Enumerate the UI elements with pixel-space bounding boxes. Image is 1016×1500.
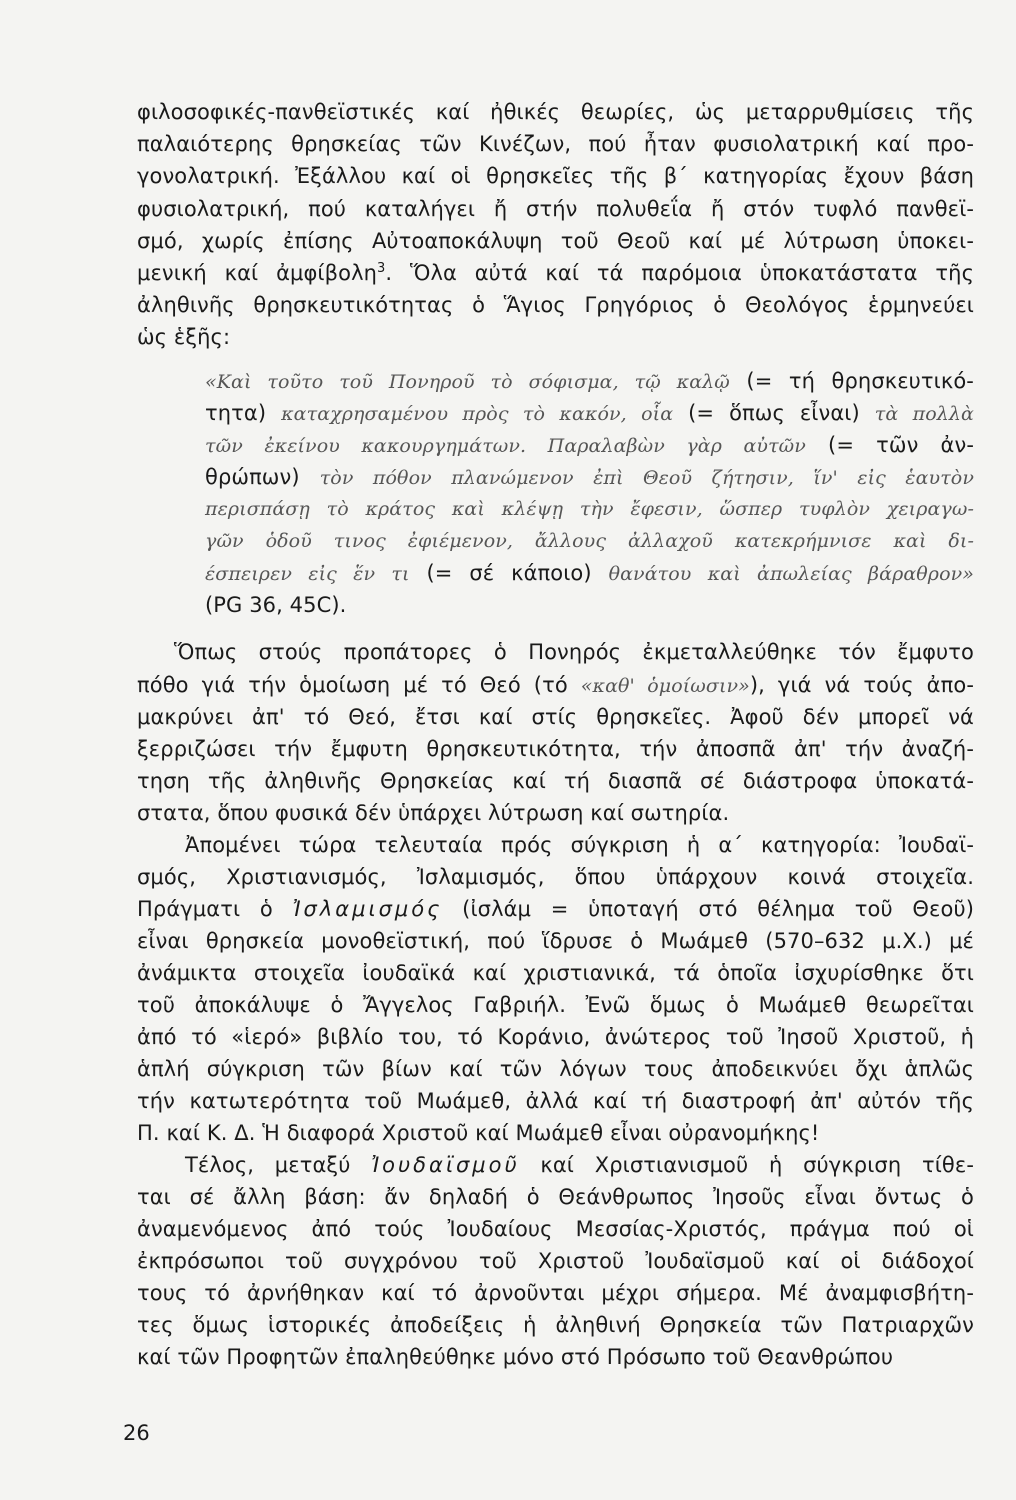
text-run: καί Χριστιανισμοῦ ἡ σύγκριση τίθε- bbox=[519, 1153, 975, 1177]
gloss-text: τητα) bbox=[205, 401, 282, 425]
para1-line: σμό, χωρίς ἐπίσης Αὐτοαποκάλυψη τοῦ Θεοῦ καί μέ λύτρωση ὑποκει- bbox=[137, 229, 974, 253]
para4-line: τους τό ἀρνήθηκαν καί τό ἀρνοῦνται μέχρι σήμερα. Μέ ἀναμφισβήτη- bbox=[137, 1281, 974, 1305]
text-run: Τέλος, μεταξύ bbox=[185, 1153, 372, 1177]
gloss-text: (= τῶν ἀν- bbox=[805, 433, 974, 457]
gloss-text: (= ὅπως εἶναι) bbox=[673, 401, 875, 425]
para3-line bbox=[137, 894, 974, 924]
para1-line: ἀληθινῆς θρησκευτικότητας ὁ Ἅγιος Γρηγόριος ὁ Θεολόγος ἑρμηνεύει bbox=[137, 293, 974, 317]
para2-line: μακρύνει ἀπ' τό Θεό, ἔτσι καί στίς θρησκεῖες. Ἀφοῦ δέν μπορεῖ νά bbox=[137, 705, 974, 729]
quote-citation: (PG 36, 45C). bbox=[205, 593, 347, 617]
text-run: πόθο γιά τήν ὁμοίωση μέ τό Θεό (τό bbox=[137, 673, 581, 697]
para2-line bbox=[137, 670, 974, 700]
quote-line bbox=[205, 558, 974, 588]
para2-line: Ὅπως στούς προπάτορες ὁ Πονηρός ἐκμεταλλεύθηκε τόν ἔμφυτο bbox=[174, 640, 974, 664]
gloss-text: θρώπων) bbox=[205, 465, 320, 489]
para3-line: σμός, Χριστιανισμός, Ἰσλαμισμός, ὅπου ὑπάρχουν κοινά στοιχεῖα. bbox=[137, 865, 974, 889]
para3-line: τήν κατωτερότητα τοῦ Μωάμεθ, ἀλλά καί τή διαστροφή ἀπ' αὐτόν τῆς bbox=[137, 1089, 974, 1113]
emphasis-term: Ἰσλαμισμός bbox=[292, 897, 443, 921]
para4-line: καί τῶν Προφητῶν ἐπαληθεύθηκε μόνο στό Πρόσωπο τοῦ Θεανθρώπου bbox=[137, 1345, 894, 1369]
greek-quote-text: έσπειρεν εἰς ἕν τι bbox=[205, 563, 410, 585]
emphasis-term: Ἰουδαϊσμοῦ bbox=[371, 1153, 520, 1177]
quote-line bbox=[205, 430, 974, 460]
para4-line: τες ὅμως ἱστορικές ἀποδείξεις ἡ ἀληθινή Θρησκεία τῶν Πατριαρχῶν bbox=[137, 1313, 974, 1337]
greek-quote-text: καταχρησαμένου πρὸς τὸ κακόν, οἷα bbox=[281, 403, 674, 425]
para4-line bbox=[137, 1150, 974, 1180]
para1-line: παλαιότερης θρησκείας τῶν Κινέζων, πού ἦταν φυσιολατρική καί προ- bbox=[137, 132, 974, 156]
para4-line: ται σέ ἄλλη βάση: ἄν δηλαδή ὁ Θεάνθρωπος Ἰησοῦς εἶναι ὄντως ὁ bbox=[137, 1185, 974, 1209]
para1-line: φιλοσοφικές-πανθεϊστικές καί ἠθικές θεωρίες, ὡς μεταρρυθμίσεις τῆς bbox=[137, 100, 974, 124]
para3-line: Π. καί Κ. Δ. Ἡ διαφορά Χριστοῦ καί Μωάμεθ εἶναι οὐρανομήκης! bbox=[137, 1121, 820, 1145]
footnote-ref: 3 bbox=[377, 261, 386, 276]
para1-line: φυσιολατρική, πού καταλήγει ἤ στήν πολυθεΐα ἤ στόν τυφλό πανθεϊ- bbox=[137, 197, 974, 221]
quote-line bbox=[205, 366, 974, 396]
text-run: Πράγματι ὁ bbox=[137, 897, 293, 921]
quote-line: περισπάσῃ τὸ κράτος καὶ κλέψῃ τὴν ἔφεσιν, ὥσπερ τυφλὸν χειραγω- bbox=[205, 498, 974, 520]
text-run: ), γιά νά τούς ἀπο- bbox=[749, 673, 974, 697]
para3-line: τοῦ ἀποκάλυψε ὁ Ἄγγελος Γαβριήλ. Ἐνῶ ὅμως ὁ Μωάμεθ θεωρεῖται bbox=[137, 993, 974, 1017]
para3-line: εἶναι θρησκεία μονοθεϊστική, πού ἵδρυσε ὁ Μωάμεθ (570–632 μ.Χ.) μέ bbox=[137, 929, 974, 953]
text-run: μενική καί ἀμφίβολη bbox=[137, 261, 378, 285]
quote-line: γῶν ὁδοῦ τινος ἐφιέμενον, ἄλλους ἀλλαχοῦ κατεκρήμνισε καὶ δι- bbox=[205, 530, 974, 552]
para4-line: ἐκπρόσωποι τοῦ συγχρόνου τοῦ Χριστοῦ Ἰουδαϊσμοῦ καί οἱ διάδοχοί bbox=[137, 1249, 974, 1273]
para1-line: γονολατρική. Ἐξάλλου καί οἱ θρησκεῖες τῆς β΄ κατηγορίας ἔχουν βάση bbox=[137, 164, 974, 188]
greek-quote-text: «Καὶ τοῦτο τοῦ Πονηροῦ τὸ σόφισμα, τῷ καλῷ bbox=[205, 371, 730, 393]
greek-quote-text: τῶν ἐκείνου κακουργημάτων. Παραλαβὼν γὰρ αὐτῶν bbox=[205, 435, 806, 457]
greek-quote-text: τὰ πολλὰ bbox=[874, 403, 974, 425]
greek-quote-text: τὸν πόθον πλανώμενον ἐπὶ Θεοῦ ζήτησιν, ἵν' εἰς ἑαυτὸν bbox=[319, 467, 974, 489]
para1-line: ὡς ἑξῆς: bbox=[137, 325, 231, 349]
para3-line: ἁπλή σύγκριση τῶν βίων καί τῶν λόγων τους ἀποδεικνύει ὄχι ἁπλῶς bbox=[137, 1057, 974, 1081]
quote-line bbox=[205, 462, 974, 492]
para1-line bbox=[137, 258, 974, 288]
para2-line: στατα, ὅπου φυσικά δέν ὑπάρχει λύτρωση καί σωτηρία. bbox=[137, 801, 730, 825]
para2-line: ξερριζώσει τήν ἔμφυτη θρησκευτικότητα, τήν ἀποσπᾶ ἀπ' τήν ἀναζή- bbox=[137, 737, 974, 761]
quote-line bbox=[205, 398, 974, 428]
greek-quote-text: θανάτου καὶ ἀπωλείας βάραθρον» bbox=[608, 563, 974, 585]
text-run: . Ὅλα αὐτά καί τά παρόμοια ὑποκατάστατα τῆς bbox=[385, 261, 974, 285]
greek-quote-text: «καθ' ὁμοίωσιν» bbox=[580, 675, 750, 697]
para3-line: Ἀπομένει τώρα τελευταία πρός σύγκριση ἡ α΄ κατηγορία: Ἰουδαϊ- bbox=[185, 833, 974, 857]
gloss-text: (= τή θρησκευτικό- bbox=[729, 369, 974, 393]
page-number: 26 bbox=[123, 1421, 150, 1445]
para3-line: ἀπό τό «ἱερό» βιβλίο του, τό Κοράνιο, ἀνώτερος τοῦ Ἰησοῦ Χριστοῦ, ἡ bbox=[137, 1025, 974, 1049]
para4-line: ἀναμενόμενος ἀπό τούς Ἰουδαίους Μεσσίας-Χριστός, πράγμα πού οἱ bbox=[137, 1217, 974, 1241]
para3-line: ἀνάμικτα στοιχεῖα ἰουδαϊκά καί χριστιανικά, τά ὁποῖα ἰσχυρίσθηκε ὅτι bbox=[137, 961, 974, 985]
text-run: (ἰσλάμ = ὑποταγή στό θέλημα τοῦ Θεοῦ) bbox=[442, 897, 974, 921]
para2-line: τηση τῆς ἀληθινῆς Θρησκείας καί τή διασπᾶ σέ διάστροφα ὑποκατά- bbox=[137, 769, 974, 793]
gloss-text: (= σέ κάποιο) bbox=[409, 561, 609, 585]
